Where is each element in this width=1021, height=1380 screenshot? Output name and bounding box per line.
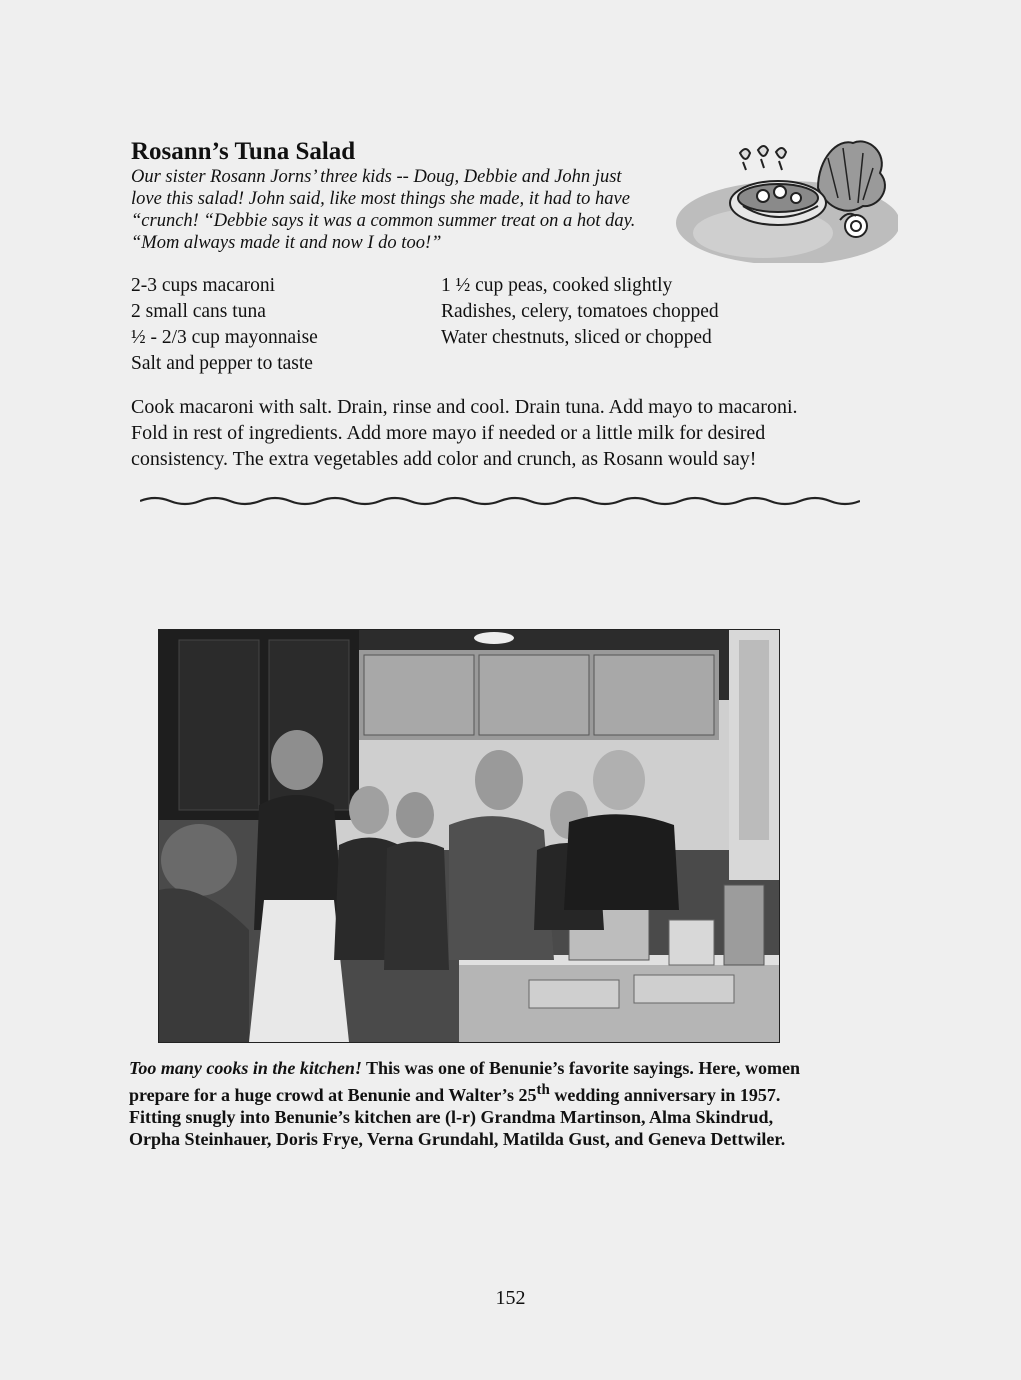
direction-line: Cook macaroni with salt. Drain, rinse and cool. Drain tuna. Add mayo to macaroni. bbox=[131, 396, 798, 418]
ingredient-item: 2-3 cups macaroni bbox=[131, 275, 276, 296]
ingredients-list-right bbox=[441, 273, 719, 351]
direction-line: Fold in rest of ingredients. Add more mayo if needed or a little milk for desired bbox=[131, 422, 766, 444]
caption-text: This was one of Benunie’s favorite sayings. Here, women bbox=[361, 1058, 801, 1078]
ingredient-item: 1 ½ cup peas, cooked slightly bbox=[441, 275, 673, 296]
caption-text: wedding anniversary in 1957. bbox=[549, 1085, 781, 1105]
recipe-title: Rosann’s Tuna Salad bbox=[131, 138, 356, 165]
caption-lead: Too many cooks in the kitchen! bbox=[129, 1058, 362, 1078]
recipe-intro bbox=[131, 166, 691, 254]
ingredients-list-left bbox=[131, 273, 318, 377]
intro-line: Our sister Rosann Jorns’ three kids -- Doug, Debbie and John just bbox=[131, 167, 622, 187]
ingredient-item: Salt and pepper to taste bbox=[131, 353, 313, 374]
direction-line: consistency. The extra vegetables add color and crunch, as Rosann would say! bbox=[131, 448, 757, 470]
page-number: 152 bbox=[495, 1287, 526, 1309]
intro-line: “Mom always made it and now I do too!” bbox=[131, 233, 442, 253]
ingredient-item: 2 small cans tuna bbox=[131, 301, 266, 322]
caption-line: Fitting snugly into Benunie’s kitchen are (l-r) Grandma Martinson, Alma Skindrud, bbox=[129, 1107, 774, 1127]
wavy-divider bbox=[140, 492, 860, 510]
intro-line: love this salad! John said, like most things she made, it had to have bbox=[131, 189, 630, 209]
kitchen-photo bbox=[158, 629, 780, 1043]
caption-line bbox=[129, 1057, 869, 1079]
ingredient-item: Radishes, celery, tomatoes chopped bbox=[441, 301, 719, 322]
salad-bowl-illustration bbox=[668, 128, 898, 263]
caption-line: Orpha Steinhauer, Doris Frye, Verna Grundahl, Matilda Gust, and Geneva Dettwiler. bbox=[129, 1129, 786, 1149]
intro-line: “crunch! “Debbie says it was a common summer treat on a hot day. bbox=[131, 211, 636, 231]
ingredient-item: Water chestnuts, sliced or chopped bbox=[441, 327, 712, 348]
caption-line bbox=[129, 1079, 869, 1106]
ordinal-suffix: th bbox=[536, 1082, 550, 1098]
caption-text: prepare for a huge crowd at Benunie and Walter’s 25 bbox=[129, 1085, 537, 1105]
recipe-directions bbox=[131, 394, 831, 472]
photo-caption bbox=[129, 1057, 869, 1150]
ingredient-item: ½ - 2/3 cup mayonnaise bbox=[131, 327, 318, 348]
kitchen-photo-image bbox=[159, 630, 779, 1042]
